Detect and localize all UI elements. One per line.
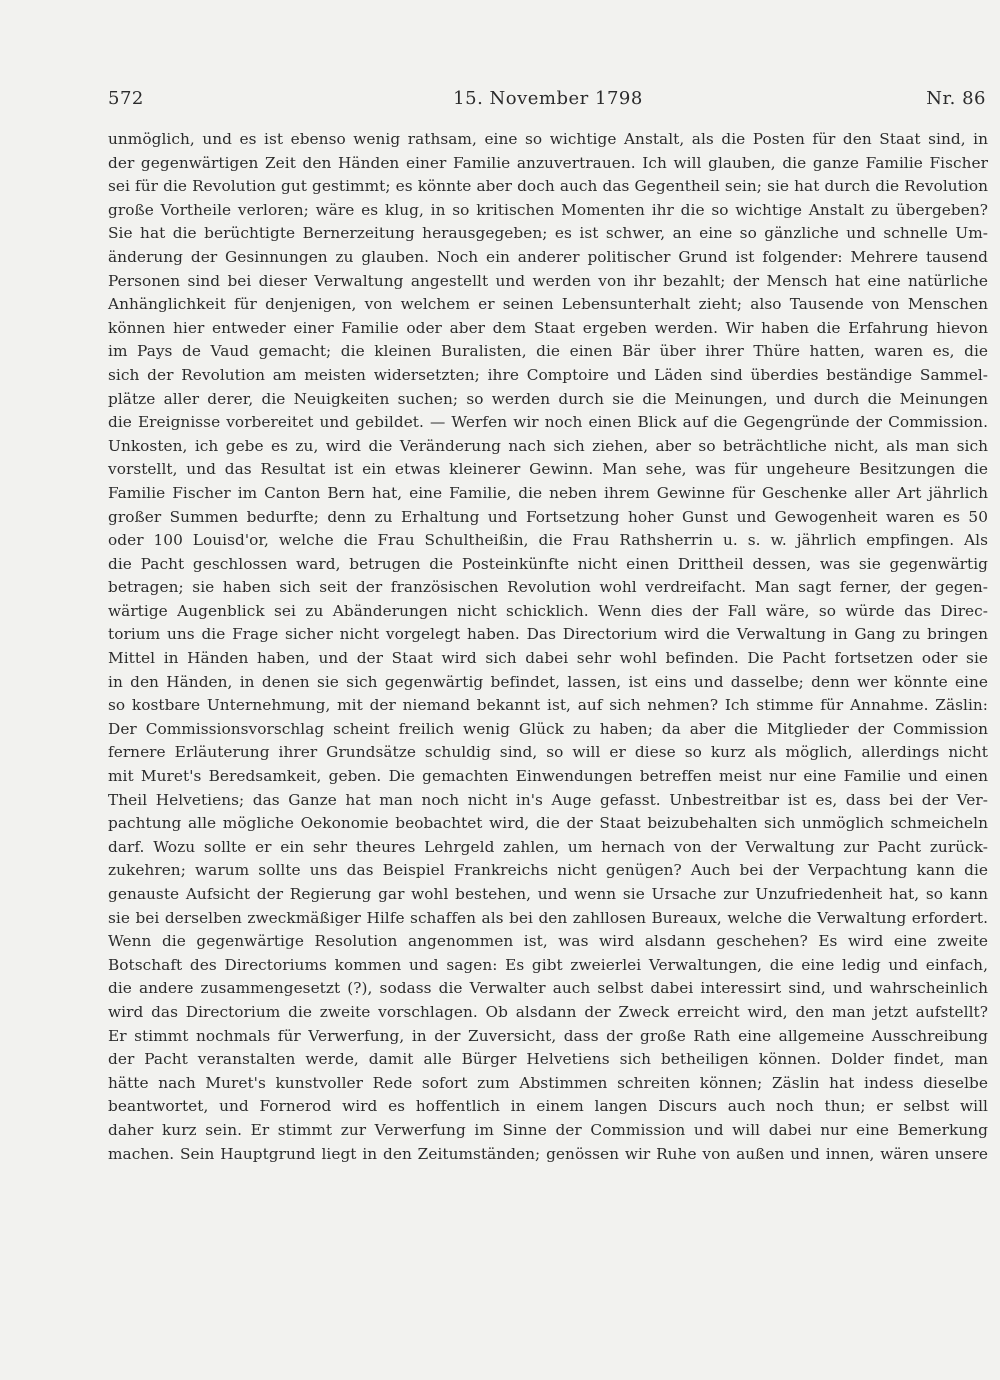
- text-line: Anhänglichkeit für denjenigen, von welchem er seinen Lebensunterhalt zieht; also Tausende von Menschen: [108, 295, 988, 314]
- text-line: Der Commissionsvorschlag scheint freilich wenig Glück zu haben; da aber die Mitglieder der Commission: [108, 719, 988, 738]
- text-line: die Ereignisse vorbereitet und gebildet. — Werfen wir noch einen Blick auf die Gegengründe der Commission.: [108, 413, 988, 432]
- text-line: sich der Revolution am meisten widersetzten; ihre Comptoire und Läden sind überdies beständige Sammel-: [108, 365, 988, 384]
- text-line: sie bei derselben zweckmäßiger Hilfe schaffen als bei den zahllosen Bureaux, welche die Verwaltung erfordert.: [108, 908, 988, 927]
- text-line: zukehren; warum sollte uns das Beispiel Frankreichs nicht genügen? Auch bei der Verpachtung kann die: [108, 861, 988, 880]
- text-line: torium uns die Frage sicher nicht vorgelegt haben. Das Directorium wird die Verwaltung in Gang zu bringen: [108, 625, 988, 644]
- text-line: Unkosten, ich gebe es zu, wird die Veränderung nach sich ziehen, aber so beträchtliche nicht, als man sich: [108, 436, 988, 455]
- text-line: plätze aller derer, die Neuigkeiten suchen; so werden durch sie die Meinungen, und durch die Meinungen: [108, 389, 988, 408]
- text-line: können hier entweder einer Familie oder aber dem Staat ergeben werden. Wir haben die Erfahrung hievon: [108, 318, 988, 337]
- text-line: daher kurz sein. Er stimmt zur Verwerfung im Sinne der Commission und will dabei nur eine Bemerkung: [108, 1120, 988, 1139]
- text-line: betragen; sie haben sich seit der französischen Revolution wohl verdreifacht. Man sagt ferner, der gegen-: [108, 578, 988, 597]
- text-line: Wenn die gegenwärtige Resolution angenommen ist, was wird alsdann geschehen? Es wird eine zweite: [108, 932, 988, 951]
- page-header: [108, 88, 988, 114]
- text-line: mit Muret's Beredsamkeit, geben. Die gemachten Einwendungen betreffen meist nur eine Familie und einen: [108, 767, 988, 786]
- text-line: pachtung alle mögliche Oekonomie beobachtet wird, die der Staat beizubehalten sich unmöglich schmeicheln: [108, 814, 988, 833]
- text-line: wird das Directorium die zweite vorschlagen. Ob alsdann der Zweck erreicht wird, den man jetzt aufstellt?: [108, 1002, 988, 1021]
- text-line: Er stimmt nochmals für Verwerfung, in der Zuversicht, dass der große Rath eine allgemeine Ausschreibung: [108, 1026, 988, 1045]
- page-date: 15. November 1798: [453, 88, 643, 109]
- text-line: machen. Sein Hauptgrund liegt in den Zeitumständen; genössen wir Ruhe von außen und innen, wären unsere: [108, 1144, 988, 1163]
- text-line: hätte nach Muret's kunstvoller Rede sofort zum Abstimmen schreiten können; Zäslin hat indess dieselbe: [108, 1073, 988, 1092]
- text-line: änderung der Gesinnungen zu glauben. Noch ein anderer politischer Grund ist folgender: Mehrere tausend: [108, 247, 988, 266]
- text-line: Sie hat die berüchtigte Bernerzeitung herausgegeben; es ist schwer, an eine so gänzliche und schnelle Um-: [108, 224, 988, 243]
- text-line: der gegenwärtigen Zeit den Händen einer Familie anzuvertrauen. Ich will glauben, die ganze Familie Fischer: [108, 153, 988, 172]
- text-line: oder 100 Louisd'or, welche die Frau Schultheißin, die Frau Rathsherrin u. s. w. jährlich empfingen. Als: [108, 531, 988, 550]
- text-line: im Pays de Vaud gemacht; die kleinen Buralisten, die einen Bär über ihrer Thüre hatten, waren es, die: [108, 342, 988, 361]
- text-line: Familie Fischer im Canton Bern hat, eine Familie, die neben ihrem Gewinne für Geschenke aller Art jährlich: [108, 483, 988, 502]
- text-line: die andere zusammengesetzt (?), sodass die Verwalter auch selbst dabei interessirt sind, und wahrscheinlich: [108, 979, 988, 998]
- text-line: genauste Aufsicht der Regierung gar wohl bestehen, und wenn sie Ursache zur Unzufriedenheit hat, so kann: [108, 885, 988, 903]
- text-line: vorstellt, und das Resultat ist ein etwas kleinerer Gewinn. Man sehe, was für ungeheure Besitzungen die: [108, 460, 988, 479]
- document-number: Nr. 86: [926, 88, 986, 109]
- text-line: unmöglich, und es ist ebenso wenig rathsam, eine so wichtige Anstalt, als die Posten für den Staat sind, in: [108, 130, 988, 148]
- text-line: Mittel in Händen haben, und der Staat wird sich dabei sehr wohl befinden. Die Pacht fortsetzen oder sie: [108, 649, 988, 668]
- text-line: die Pacht geschlossen ward, betrugen die Posteinkünfte nicht einen Drittheil dessen, was sie gegenwärtig: [108, 554, 988, 573]
- text-line: der Pacht veranstalten werde, damit alle Bürger Helvetiens sich betheiligen können. Dolder findet, man: [108, 1050, 988, 1069]
- text-line: so kostbare Unternehmung, mit der niemand bekannt ist, auf sich nehmen? Ich stimme für Annahme. Zäslin:: [108, 696, 988, 715]
- text-line: großer Summen bedurfte; denn zu Erhaltung und Fortsetzung hoher Gunst und Gewogenheit waren es 50: [108, 507, 988, 526]
- text-line: sei für die Revolution gut gestimmt; es könnte aber doch auch das Gegentheil sein; sie hat durch die Revolution: [108, 177, 988, 196]
- text-line: Botschaft des Directoriums kommen und sagen: Es gibt zweierlei Verwaltungen, die eine ledig und einfach,: [108, 955, 988, 974]
- text-line: große Vortheile verloren; wäre es klug, in so kritischen Momenten ihr die so wichtige Anstalt zu übergeben?: [108, 200, 988, 219]
- body-text: [108, 128, 988, 1166]
- text-line: fernere Erläuterung ihrer Grundsätze schuldig sind, so will er diese so kurz als möglich, allerdings nicht: [108, 743, 988, 762]
- text-line: darf. Wozu sollte er ein sehr theures Lehrgeld zahlen, um hernach von der Verwaltung zur Pacht zurück-: [108, 837, 988, 856]
- text-line: beantwortet, und Fornerod wird es hoffentlich in einem langen Discurs auch noch thun; er selbst will: [108, 1097, 988, 1116]
- text-line: wärtige Augenblick sei zu Abänderungen nicht schicklich. Wenn dies der Fall wäre, so würde das Direc-: [108, 601, 988, 620]
- text-line: in den Händen, in denen sie sich gegenwärtig befindet, lassen, ist eins und dasselbe; denn wer könnte eine: [108, 672, 988, 691]
- text-line: Personen sind bei dieser Verwaltung angestellt und werden von ihr bezahlt; der Mensch hat eine natürliche: [108, 271, 988, 290]
- page-number: 572: [108, 88, 144, 109]
- text-line: Theil Helvetiens; das Ganze hat man noch nicht in's Auge gefasst. Unbestreitbar ist es, dass bei der Ver-: [108, 790, 988, 809]
